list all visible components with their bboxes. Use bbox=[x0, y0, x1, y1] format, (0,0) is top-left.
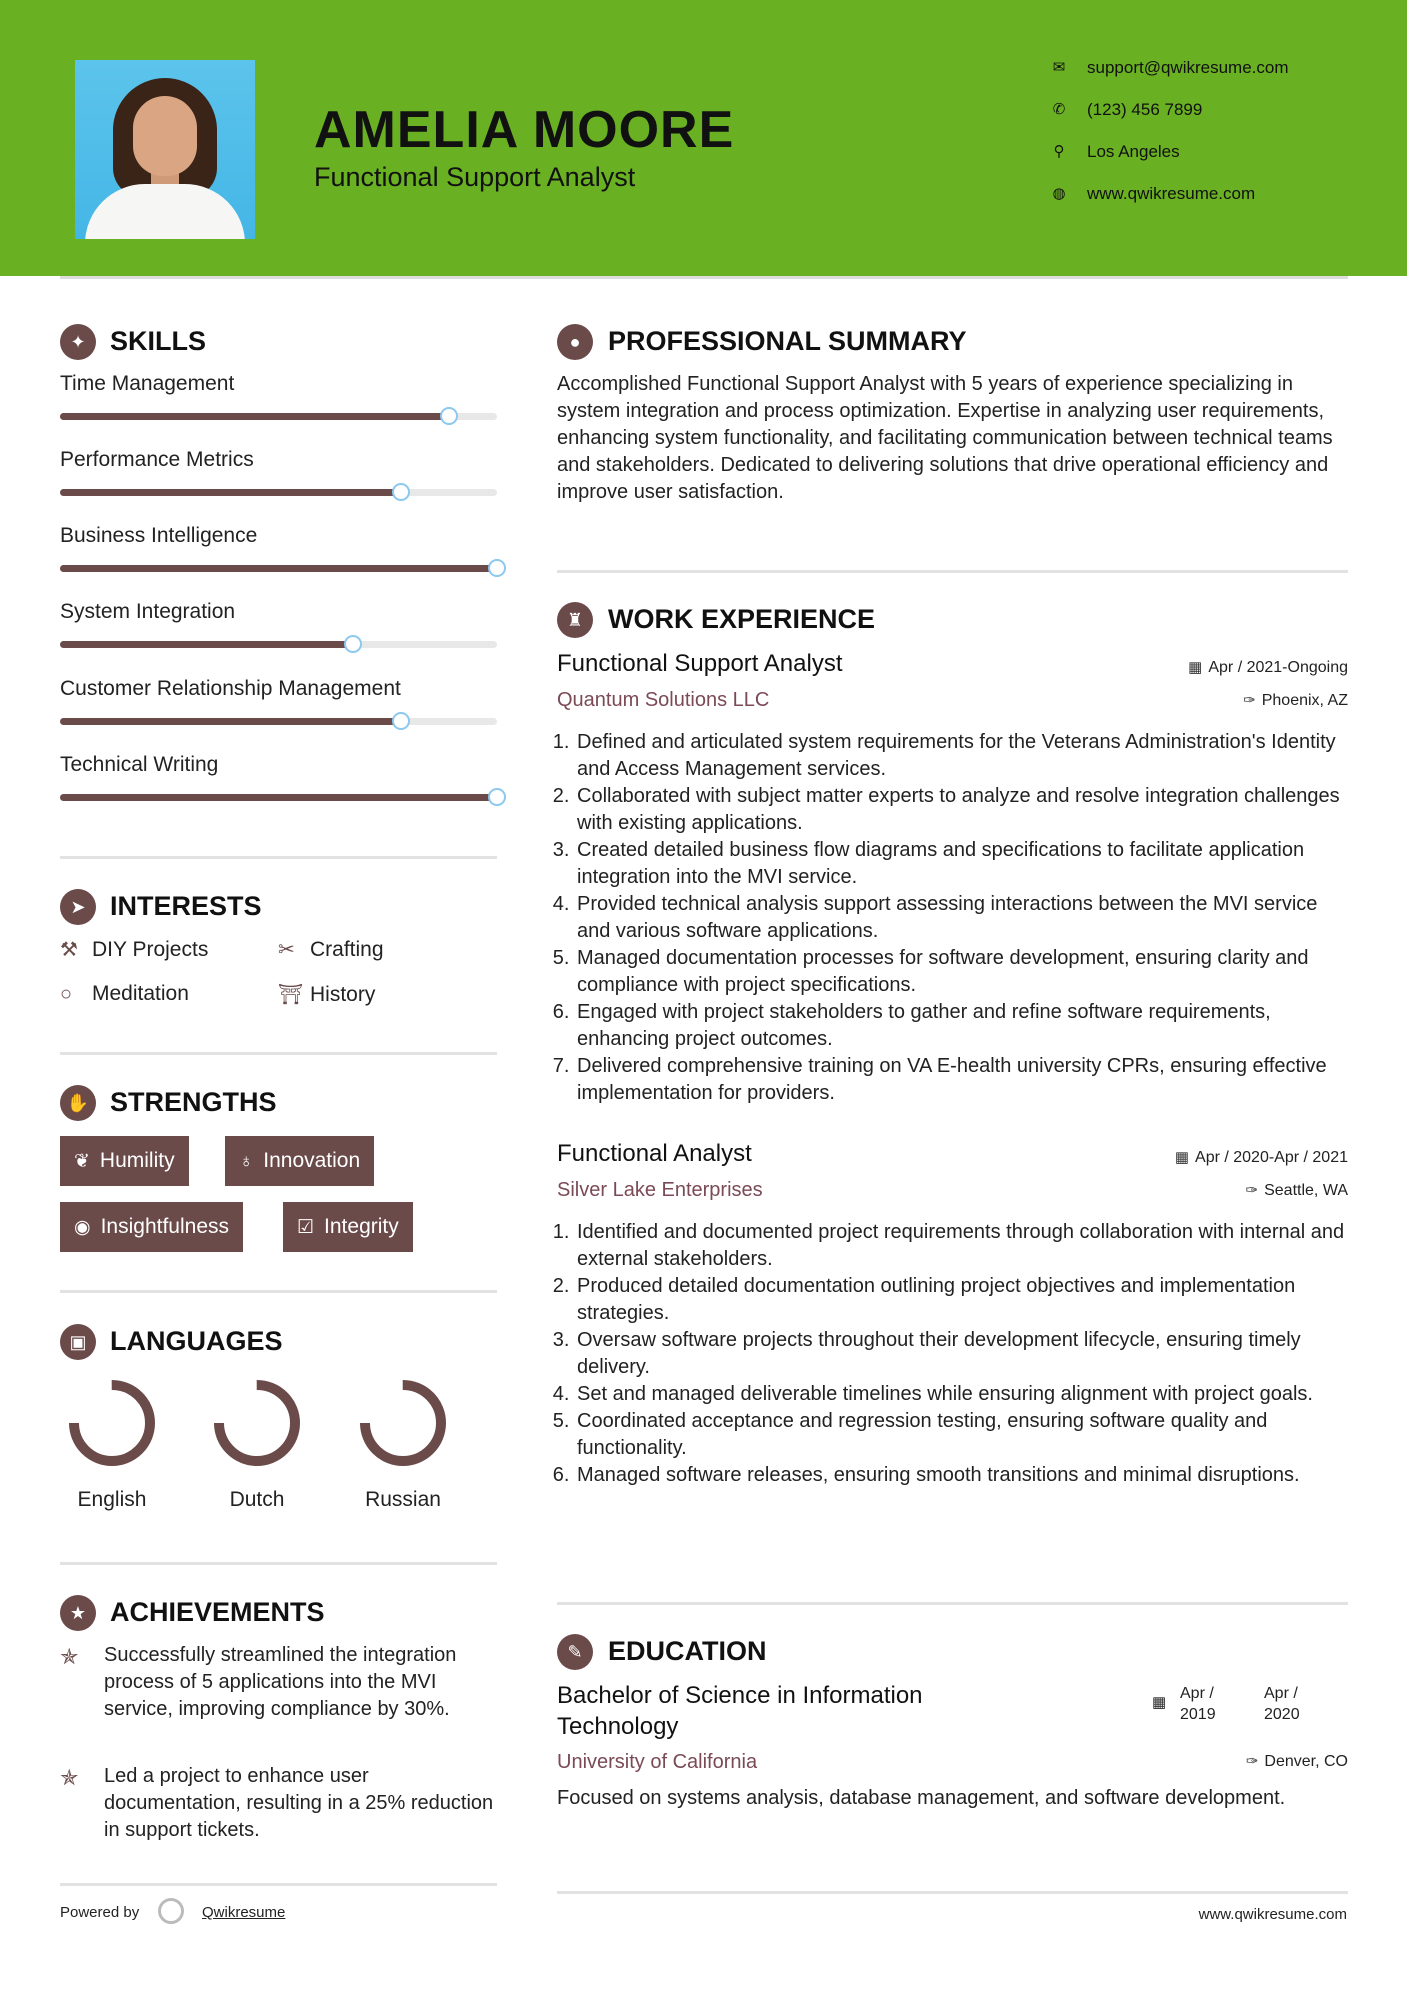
job-location-text: Phoenix, AZ bbox=[1261, 692, 1348, 709]
envelope-icon: ✉ bbox=[1052, 59, 1066, 76]
job-bullet: 1. Defined and articulated system requirements for the Veterans Administration's Identity and Access Management services. bbox=[575, 729, 1355, 783]
eye-icon: ◉ bbox=[74, 1217, 91, 1238]
paper-plane-icon: ➤ bbox=[60, 889, 96, 925]
interest-item bbox=[278, 982, 375, 1007]
language-label: English bbox=[77, 1488, 147, 1511]
contact-location-text: Los Angeles bbox=[1087, 142, 1180, 161]
language-label: Dutch bbox=[229, 1488, 285, 1511]
pushpin-icon: ✑ bbox=[1245, 1753, 1259, 1770]
achievement-text: Led a project to enhance user documentation, resulting in a 25% reduction in support tickets. bbox=[104, 1765, 494, 1841]
skill-bar-fill bbox=[60, 565, 497, 572]
graduation-icon: ✎ bbox=[557, 1634, 593, 1670]
job-bullet: 2. Produced detailed documentation outlining project objectives and implementation strategies. bbox=[575, 1273, 1355, 1327]
education-date-start: Apr / 2019 bbox=[1180, 1685, 1216, 1723]
skill-label: Performance Metrics bbox=[60, 448, 254, 471]
job-bullet: 6. Managed software releases, ensuring smooth transitions and minimal disruptions. bbox=[575, 1462, 1355, 1489]
star-icon: ✯ bbox=[60, 1765, 79, 1790]
job-bullet: 3. Oversaw software projects throughout their development lifecycle, ensuring timely delivery. bbox=[575, 1327, 1355, 1381]
job-dates bbox=[1188, 658, 1348, 677]
education-description: Focused on systems analysis, database management, and software development. bbox=[557, 1787, 1286, 1809]
skill-bar bbox=[60, 718, 497, 725]
interest-label: Meditation bbox=[92, 982, 189, 1005]
job-bullet: 4. Provided technical analysis support assessing interactions between the MVI service and various software applications. bbox=[575, 891, 1355, 945]
language-item bbox=[62, 1376, 162, 1512]
strength-label: Integrity bbox=[324, 1215, 399, 1238]
pushpin-icon: ✑ bbox=[1245, 1182, 1259, 1199]
calendar-icon: ▦ bbox=[1188, 659, 1203, 676]
language-ring bbox=[356, 1376, 450, 1470]
job-bullet-list bbox=[557, 729, 1355, 1107]
skill-bar-knob bbox=[344, 635, 362, 653]
school-name: University of California bbox=[557, 1751, 758, 1773]
skill-bar-fill bbox=[60, 718, 401, 725]
footer-url-link[interactable]: www.qwikresume.com bbox=[1198, 1906, 1347, 1923]
skill-label: System Integration bbox=[60, 600, 236, 623]
job-location bbox=[1243, 691, 1348, 710]
check-square-icon: ☑ bbox=[297, 1217, 315, 1238]
job-bullet: 2. Collaborated with subject matter experts to analyze and resolve integration challenges with existing applications. bbox=[575, 783, 1355, 837]
contact-email-text: support@qwikresume.com bbox=[1087, 58, 1289, 77]
skill-label: Technical Writing bbox=[60, 753, 219, 776]
job-location bbox=[1246, 1181, 1348, 1200]
achievements-title: ACHIEVEMENTS bbox=[110, 1597, 325, 1627]
language-item bbox=[353, 1376, 453, 1512]
skills-divider bbox=[60, 856, 497, 859]
left-footer-divider bbox=[60, 1883, 497, 1886]
language-ring bbox=[210, 1376, 304, 1470]
degree-title: Bachelor of Science in Information Technology bbox=[557, 1682, 923, 1740]
languages-divider bbox=[60, 1562, 497, 1565]
interest-item bbox=[278, 937, 384, 962]
job-bullet: 4. Set and managed deliverable timelines while ensuring alignment with project goals. bbox=[575, 1381, 1355, 1408]
strength-badge bbox=[60, 1202, 243, 1252]
strength-badge bbox=[283, 1202, 413, 1252]
strength-label: Insightfulness bbox=[100, 1215, 230, 1238]
pushpin-icon: ✑ bbox=[1243, 692, 1256, 709]
interest-label: Crafting bbox=[310, 938, 384, 961]
hand-icon: ✋ bbox=[60, 1085, 96, 1121]
strength-badge bbox=[225, 1136, 374, 1186]
star-icon: ✯ bbox=[60, 1644, 79, 1669]
job-dates-text: Apr / 2020-Apr / 2021 bbox=[1195, 1149, 1348, 1166]
skill-bar-fill bbox=[60, 641, 353, 648]
skill-bar bbox=[60, 794, 497, 801]
leaf-icon: ❦ bbox=[74, 1151, 90, 1172]
job-bullet: 5. Coordinated acceptance and regression testing, ensuring software quality and functionality. bbox=[575, 1408, 1355, 1462]
skill-bar-knob bbox=[440, 407, 458, 425]
interests-divider bbox=[60, 1052, 497, 1055]
job-company: Quantum Solutions LLC bbox=[557, 689, 770, 711]
calendar-icon: ▦ bbox=[1174, 1149, 1190, 1166]
circle-icon: ○ bbox=[60, 983, 73, 1005]
achievement-item bbox=[60, 1642, 500, 1752]
contact-phone-text: (123) 456 7899 bbox=[1087, 100, 1203, 119]
qwikresume-logo-icon bbox=[158, 1898, 184, 1924]
experience-title: WORK EXPERIENCE bbox=[608, 604, 876, 634]
job-bullet: 6. Engaged with project stakeholders to gather and refine software requirements, enhancing project outcomes. bbox=[575, 999, 1355, 1053]
phone-icon: ✆ bbox=[1052, 101, 1066, 118]
languages-title: LANGUAGES bbox=[110, 1326, 283, 1356]
skill-bar bbox=[60, 565, 497, 572]
job-bullet-list bbox=[557, 1219, 1355, 1489]
candidate-role: Functional Support Analyst bbox=[314, 162, 636, 192]
skills-title: SKILLS bbox=[110, 326, 207, 356]
job-bullet: 1. Identified and documented project requirements through collaboration with internal and external stakeholders. bbox=[575, 1219, 1355, 1273]
interest-item bbox=[60, 982, 189, 1006]
lightbulb-icon: ✦ bbox=[60, 324, 96, 360]
star-badge-icon: ★ bbox=[60, 1595, 96, 1631]
strengths-title: STRENGTHS bbox=[110, 1087, 277, 1117]
map-pin-icon: ⚲ bbox=[1053, 143, 1065, 160]
calendar-icon: ▦ bbox=[1152, 1694, 1167, 1711]
language-item bbox=[207, 1376, 307, 1512]
job-title: Functional Support Analyst bbox=[557, 650, 843, 677]
skill-bar bbox=[60, 413, 497, 420]
header-band bbox=[0, 0, 1407, 276]
job-bullet: 7. Delivered comprehensive training on VA E-health university CPRs, ensuring effective implementation for providers. bbox=[575, 1053, 1355, 1107]
strength-label: Innovation bbox=[263, 1149, 361, 1172]
education-location-text: Denver, CO bbox=[1264, 1753, 1348, 1770]
interests-title: INTERESTS bbox=[110, 891, 262, 921]
job-bullet: 5. Managed documentation processes for software development, ensuring clarity and compliance with project specifications. bbox=[575, 945, 1355, 999]
summary-divider bbox=[557, 570, 1348, 573]
interest-item bbox=[60, 937, 208, 962]
strength-badge bbox=[60, 1136, 189, 1186]
photo-face bbox=[133, 96, 197, 176]
header-divider bbox=[60, 276, 1348, 279]
photo-shirt bbox=[85, 184, 245, 239]
skill-bar-knob bbox=[488, 559, 506, 577]
skill-label: Customer Relationship Management bbox=[60, 677, 401, 700]
skill-bar-fill bbox=[60, 413, 449, 420]
interest-label: History bbox=[310, 983, 376, 1006]
strengths-divider bbox=[60, 1290, 497, 1293]
powered-by-text: Powered by bbox=[60, 1904, 140, 1921]
skill-bar-knob bbox=[392, 712, 410, 730]
education-title: EDUCATION bbox=[608, 1636, 767, 1666]
job-company: Silver Lake Enterprises bbox=[557, 1179, 763, 1201]
skill-label: Business Intelligence bbox=[60, 524, 258, 547]
qwikresume-link[interactable]: Qwikresume bbox=[202, 1904, 286, 1921]
chair-icon: ♜ bbox=[557, 602, 593, 638]
education-date-end: Apr / 2020 bbox=[1264, 1685, 1300, 1723]
language-ring bbox=[65, 1376, 159, 1470]
right-footer-divider bbox=[557, 1891, 1348, 1894]
user-icon: ● bbox=[557, 324, 593, 360]
skill-bar-fill bbox=[60, 489, 401, 496]
education-location bbox=[1246, 1752, 1348, 1771]
globe-icon: ◍ bbox=[1052, 185, 1066, 202]
lightbulb-icon: ♁ bbox=[239, 1151, 254, 1172]
institution-icon: ⛩ bbox=[278, 984, 304, 1006]
experience-divider bbox=[557, 1602, 1348, 1605]
id-card-icon: ▣ bbox=[60, 1324, 96, 1360]
summary-title: PROFESSIONAL SUMMARY bbox=[608, 326, 967, 356]
job-title: Functional Analyst bbox=[557, 1140, 752, 1167]
achievement-item bbox=[60, 1763, 500, 1848]
skill-bar-knob bbox=[392, 483, 410, 501]
strength-label: Humility bbox=[99, 1149, 175, 1172]
skill-bar bbox=[60, 489, 497, 496]
job-location-text: Seattle, WA bbox=[1264, 1182, 1348, 1199]
skill-bar-knob bbox=[488, 788, 506, 806]
interest-label: DIY Projects bbox=[92, 938, 209, 961]
job-dates bbox=[1175, 1148, 1348, 1167]
wrench-icon: ⚒ bbox=[60, 939, 78, 961]
contact-website-text: www.qwikresume.com bbox=[1087, 184, 1256, 203]
scissors-icon: ✂ bbox=[278, 939, 295, 961]
summary-text: Accomplished Functional Support Analyst with 5 years of experience specializing in system integration and process optimization. Expertise in analyzing user requirements, enhancing system functionality, and facilitating communication between technical teams and stakeholders. Dedicated to delivering solutions that drive operational efficiency and improve user satisfaction. bbox=[557, 373, 1333, 503]
profile-photo bbox=[75, 60, 255, 239]
achievement-text: Successfully streamlined the integration process of 5 applications into the MVI service, improving compliance by 30%. bbox=[104, 1644, 457, 1720]
candidate-name: AMELIA MOORE bbox=[314, 101, 735, 159]
skill-label: Time Management bbox=[60, 372, 235, 395]
language-label: Russian bbox=[365, 1488, 441, 1511]
skill-bar bbox=[60, 641, 497, 648]
job-dates-text: Apr / 2021-Ongoing bbox=[1208, 659, 1348, 676]
job-bullet: 3. Created detailed business flow diagrams and specifications to facilitate application integration into the MVI service. bbox=[575, 837, 1355, 891]
skill-bar-fill bbox=[60, 794, 497, 801]
